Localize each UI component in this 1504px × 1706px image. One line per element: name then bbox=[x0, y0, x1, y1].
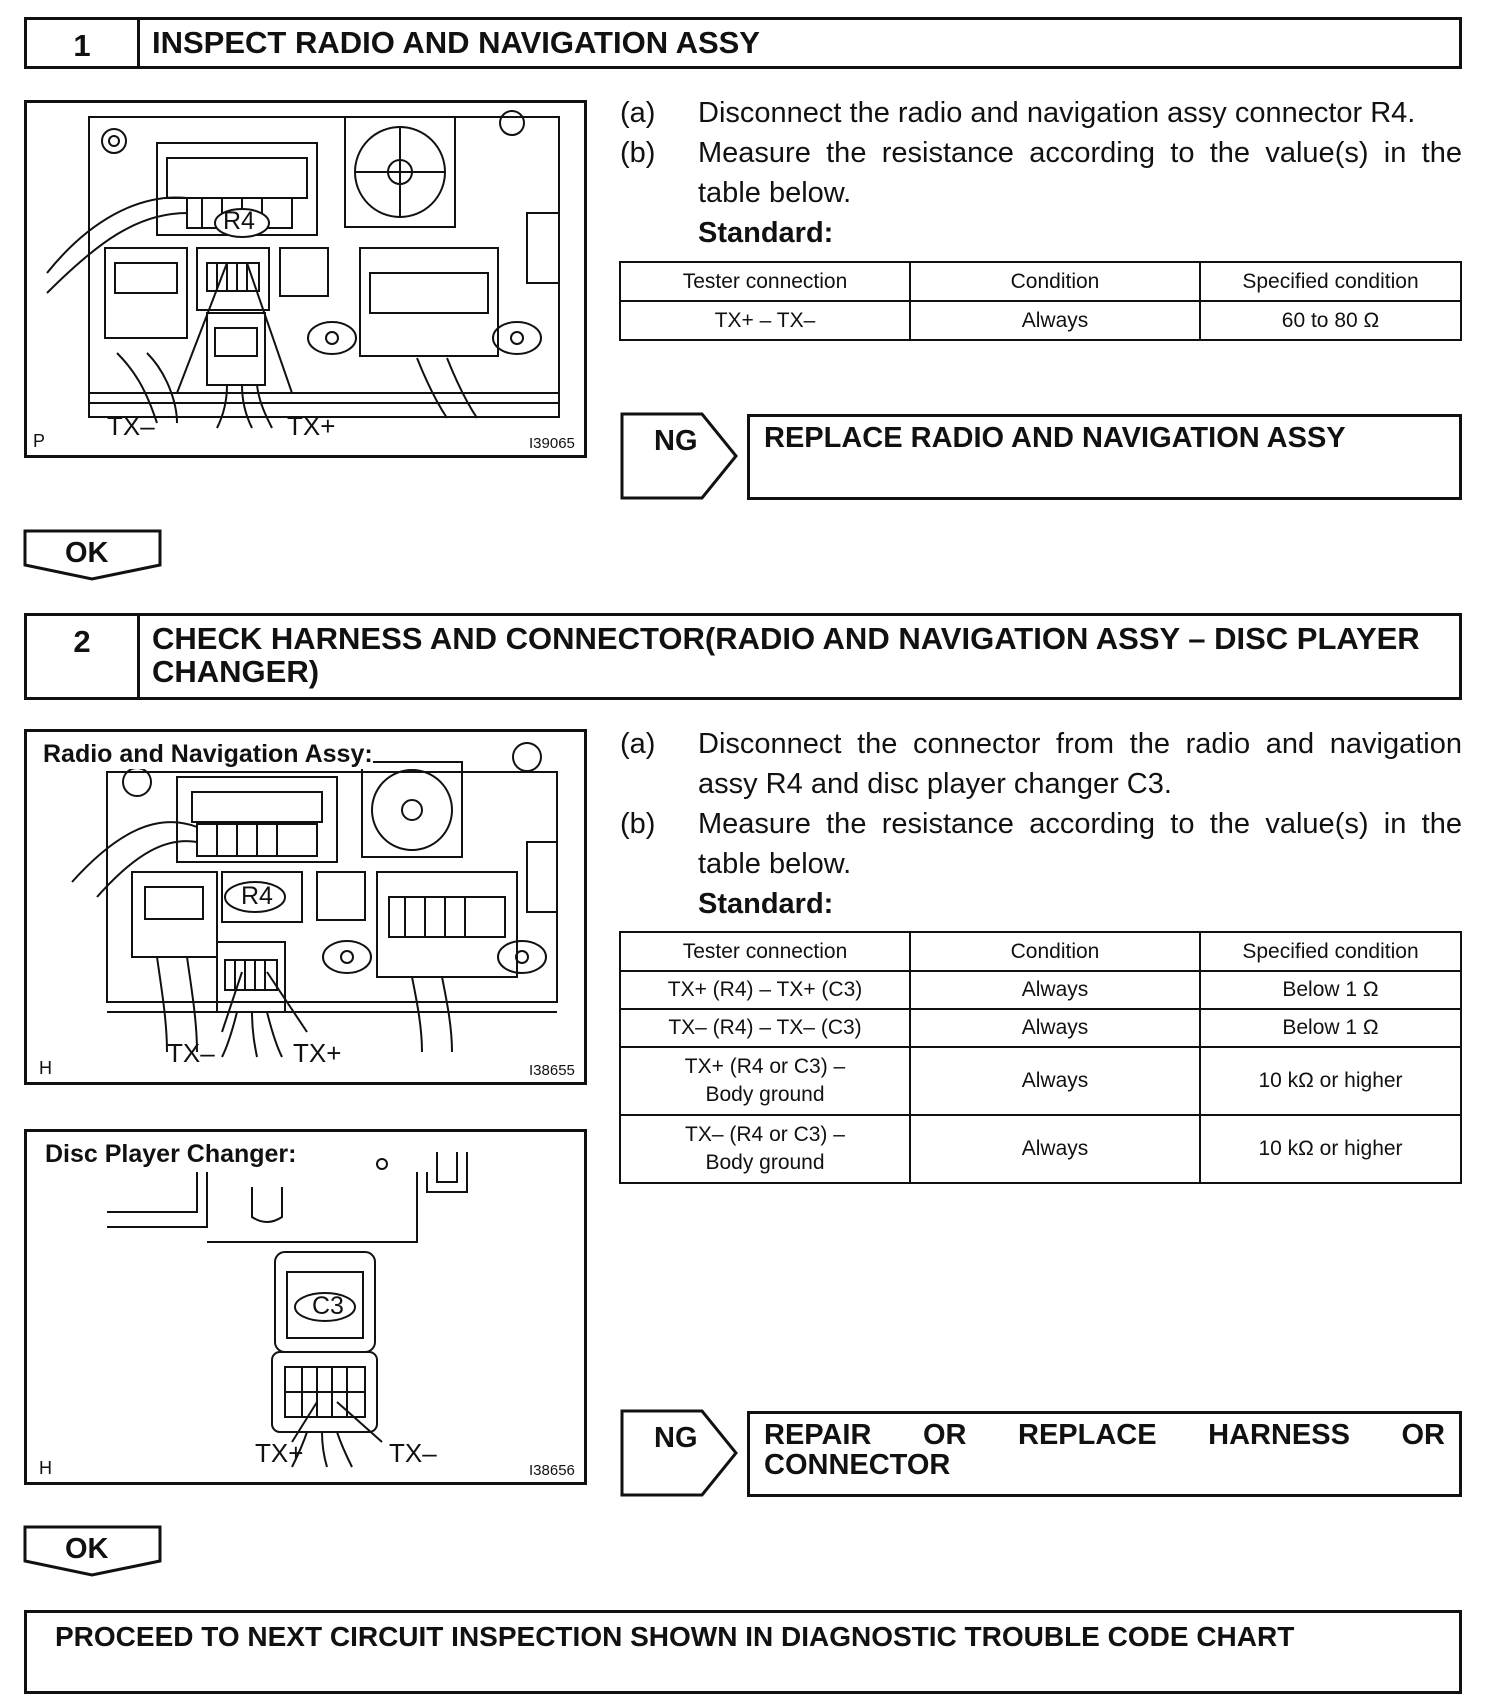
step1-spec-table bbox=[619, 261, 1462, 341]
table-cell: 60 to 80 Ω bbox=[1200, 301, 1461, 340]
step2-instructions bbox=[620, 724, 1462, 924]
step2-radio-tx-minus-label: TX– bbox=[167, 1038, 215, 1068]
step2-instr-a-label: (a) bbox=[620, 728, 656, 760]
step2-ng-action-line2: CONNECTOR bbox=[764, 1449, 951, 1481]
step2-disc-figure-code: I38656 bbox=[529, 1462, 575, 1479]
table-cell: Always bbox=[910, 1115, 1200, 1183]
table-header: Specified condition bbox=[1200, 262, 1461, 301]
step2-standard-label: Standard: bbox=[698, 888, 834, 920]
table-row bbox=[620, 1115, 1461, 1183]
table-cell-line: TX– (R4 or C3) – bbox=[685, 1123, 845, 1146]
step2-ng-action-box bbox=[747, 1411, 1462, 1497]
step2-disc-figure-title: Disc Player Changer: bbox=[45, 1140, 297, 1168]
table-header-row bbox=[620, 932, 1461, 971]
table-cell: 10 kΩ or higher bbox=[1200, 1047, 1461, 1115]
table-row bbox=[620, 1009, 1461, 1047]
step2-ng-label: NG bbox=[654, 1422, 698, 1454]
table-cell-line: Body ground bbox=[705, 1083, 825, 1106]
step1-figure-code: I39065 bbox=[529, 435, 575, 452]
step2-title: CHECK HARNESS AND CONNECTOR(RADIO AND NAVIGATION ASSY – DISC PLAYER CHANGER) bbox=[152, 621, 1420, 689]
step2-number: 2 bbox=[27, 616, 140, 697]
final-proceed-text: PROCEED TO NEXT CIRCUIT INSPECTION SHOWN IN DIAGNOSTIC TROUBLE CODE CHART bbox=[55, 1621, 1295, 1652]
step1-instructions bbox=[620, 93, 1462, 253]
step2-instr-a-text: Disconnect the connector from the radio and navigation assy R4 and disc player changer C3. bbox=[698, 728, 1462, 800]
step2-disc-tx-plus-label: TX+ bbox=[255, 1438, 304, 1468]
ng-action-word: REPAIR bbox=[764, 1419, 872, 1451]
step2-radio-figure-title: Radio and Navigation Assy: bbox=[43, 740, 373, 768]
step2-spec-table bbox=[619, 931, 1462, 1184]
table-header: Specified condition bbox=[1200, 932, 1461, 971]
step1-figure-corner: P bbox=[33, 431, 46, 451]
table-cell: Below 1 Ω bbox=[1200, 1009, 1461, 1047]
table-header-row bbox=[620, 262, 1461, 301]
ng-action-word: OR bbox=[922, 1419, 967, 1451]
step1-connector-label: R4 bbox=[223, 207, 255, 235]
step2-disc-tx-minus-label: TX– bbox=[389, 1438, 437, 1468]
step1-title: INSPECT RADIO AND NAVIGATION ASSY bbox=[152, 25, 760, 60]
step1-number: 1 bbox=[27, 20, 140, 66]
table-cell: TX– (R4) – TX– (C3) bbox=[620, 1009, 910, 1047]
step1-ng-action-box bbox=[747, 414, 1462, 500]
step2-header bbox=[24, 613, 1462, 700]
step2-radio-figure-code: I38655 bbox=[529, 1062, 575, 1079]
step1-tx-plus-label: TX+ bbox=[287, 411, 336, 441]
step1-tx-minus-label: TX– bbox=[107, 411, 155, 441]
disc-changer-connector-illustration bbox=[27, 1132, 584, 1482]
step2-ok-label: OK bbox=[65, 1533, 109, 1565]
step2-disc-figure bbox=[24, 1129, 587, 1485]
step2-radio-figure bbox=[24, 729, 587, 1085]
step1-ng-label: NG bbox=[654, 425, 698, 457]
table-cell: 10 kΩ or higher bbox=[1200, 1115, 1461, 1183]
step2-ng-action-line1 bbox=[764, 1420, 1445, 1450]
table-cell: Always bbox=[910, 1009, 1200, 1047]
table-header: Condition bbox=[910, 262, 1200, 301]
step1-ok-label: OK bbox=[65, 537, 109, 569]
step1-figure bbox=[24, 100, 587, 458]
step2-radio-figure-corner: H bbox=[39, 1058, 52, 1078]
table-row bbox=[620, 1047, 1461, 1115]
step1-instr-b-text: Measure the resistance according to the value(s) in the table below. bbox=[698, 137, 1462, 209]
table-header: Condition bbox=[910, 932, 1200, 971]
step2-disc-figure-corner: H bbox=[39, 1458, 52, 1478]
table-cell bbox=[620, 1115, 910, 1183]
ng-action-word: REPLACE bbox=[1018, 1419, 1157, 1451]
step1-instr-a-text: Disconnect the radio and navigation assy connector R4. bbox=[698, 97, 1416, 129]
step2-instr-b-label: (b) bbox=[620, 808, 656, 840]
table-cell: TX+ (R4) – TX+ (C3) bbox=[620, 971, 910, 1009]
table-cell: Always bbox=[910, 1047, 1200, 1115]
table-row bbox=[620, 971, 1461, 1009]
step2-radio-connector-label: R4 bbox=[241, 882, 273, 910]
radio-connector-illustration bbox=[27, 103, 584, 455]
step1-header bbox=[24, 17, 1462, 69]
table-row bbox=[620, 301, 1461, 340]
table-cell: Below 1 Ω bbox=[1200, 971, 1461, 1009]
step2-disc-connector-label: C3 bbox=[312, 1292, 344, 1320]
radio-nav-connector-illustration bbox=[27, 732, 584, 1082]
table-cell: TX+ – TX– bbox=[620, 301, 910, 340]
table-header: Tester connection bbox=[620, 262, 910, 301]
ng-action-word: OR bbox=[1401, 1419, 1445, 1451]
step2-radio-tx-plus-label: TX+ bbox=[293, 1038, 342, 1068]
step1-instr-a-label: (a) bbox=[620, 97, 656, 129]
final-proceed-box bbox=[24, 1610, 1462, 1694]
table-cell-line: TX+ (R4 or C3) – bbox=[684, 1055, 846, 1078]
table-header: Tester connection bbox=[620, 932, 910, 971]
table-cell: Always bbox=[910, 301, 1200, 340]
ng-action-word: HARNESS bbox=[1208, 1419, 1350, 1451]
step1-standard-label: Standard: bbox=[698, 217, 834, 249]
step1-instr-b-label: (b) bbox=[620, 137, 656, 169]
step1-ng-action-text: REPLACE RADIO AND NAVIGATION ASSY bbox=[764, 422, 1346, 454]
table-cell bbox=[620, 1047, 910, 1115]
step2-instr-b-text: Measure the resistance according to the value(s) in the table below. bbox=[698, 808, 1462, 880]
table-cell-line: Body ground bbox=[705, 1151, 825, 1174]
table-cell: Always bbox=[910, 971, 1200, 1009]
